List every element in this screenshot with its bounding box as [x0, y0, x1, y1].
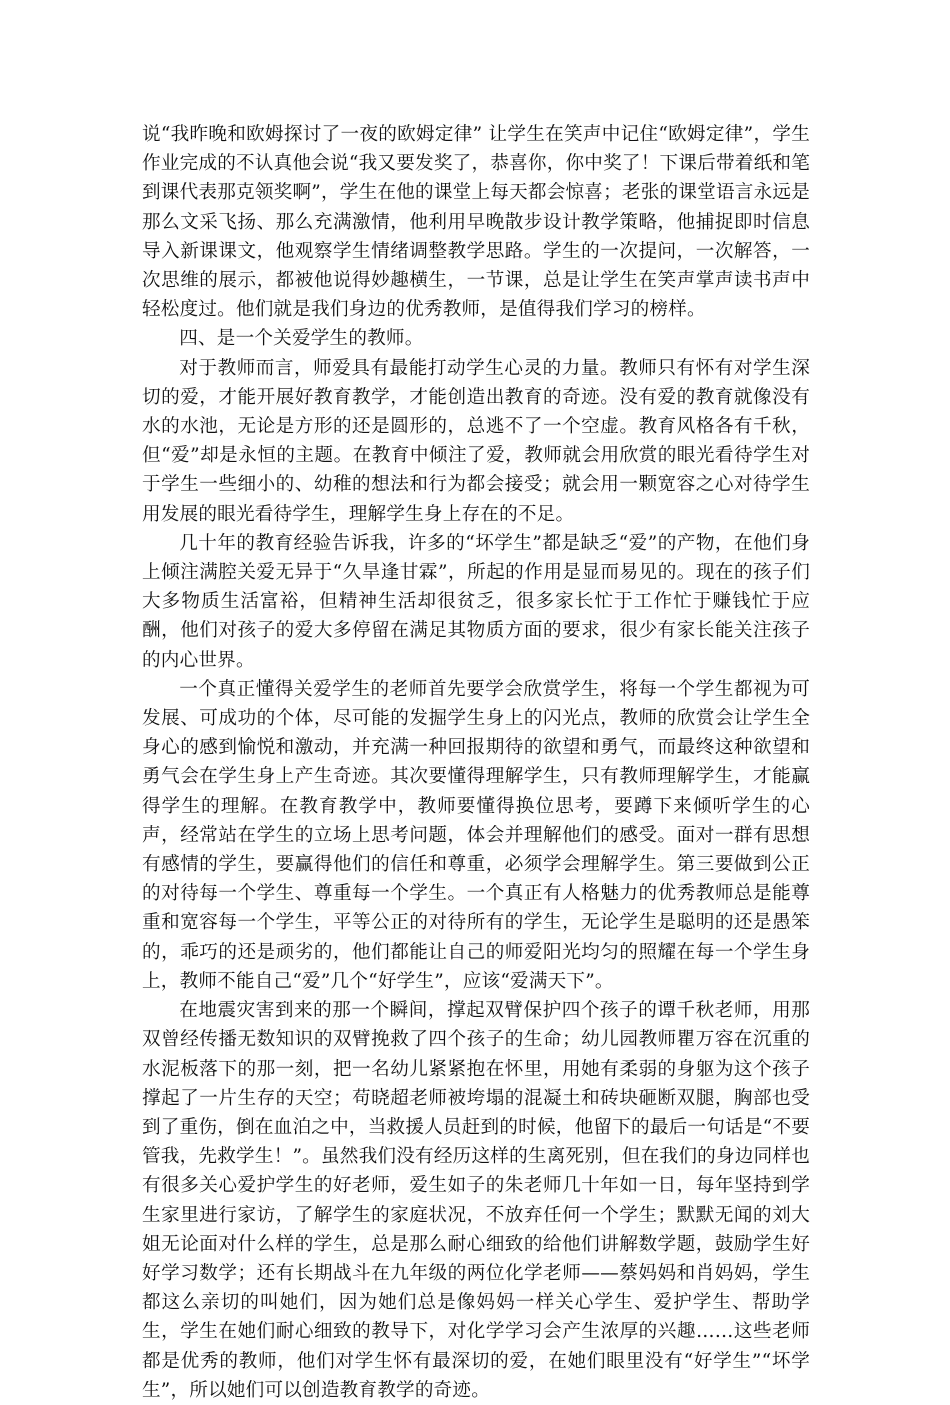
paragraph-continuation: 说“我昨晚和欧姆探讨了一夜的欧姆定律” 让学生在笑声中记住“欧姆定律”，学生作业完成的不认真他会说“我又要发奖了，恭喜你，你中奖了！下课后带着纸和笔到课代表那克领奖啊”，学生在他的课堂上每天都会惊喜；老张的课堂语言永远是那么文采飞扬、那么充满激情，他利用早晚散步设计教学策略，他捕捉即时信息导入新课课文，他观察学生情绪调整教学思路。学生的一次提问，一次解答，一次思维的展示，都被他说得妙趣横生，一节课，总是让学生在笑声掌声读书声中轻松度过。他们就是我们身边的优秀教师，是值得我们学习的榜样。 — [142, 124, 810, 321]
document-body — [142, 120, 810, 1405]
paragraph: 在地震灾害到来的那一个瞬间，撑起双臂保护四个孩子的谭千秋老师，用那双曾经传播无数知识的双臂挽救了四个孩子的生命；幼儿园教师瞿万容在沉重的水泥板落下的那一刻，把一名幼儿紧紧抱在怀里，用她有柔弱的身躯为这个孩子撑起了一片生存的天空；苟晓超老师被垮塌的混凝土和砖块砸断双腿，胸部也受到了重伤，倒在血泊之中，当救援人员赶到的时候，他留下的最后一句话是“不要管我，先救学生！”。虽然我们没有经历这样的生离死别，但在我们的身边同样也有很多关心爱护学生的好老师，爱生如子的朱老师几十年如一日，每年坚持到学生家里进行家访，了解学生的家庭状况，不放弃任何一个学生；默默无闻的刘大姐无论面对什么样的学生，总是那么耐心细致的给他们讲解数学题，鼓励学生好好学习数学；还有长期战斗在九年级的两位化学老师——蔡妈妈和肖妈妈，学生都这么亲切的叫她们，因为她们总是像妈妈一样关心学生、爱护学生、帮助学生，学生在她们耐心细致的教导下，对化学学习会产生浓厚的兴趣……这些老师都是优秀的教师，他们对学生怀有最深切的爱，在她们眼里没有“好学生”“坏学生”，所以她们可以创造教育教学的奇迹。 — [142, 1000, 810, 1401]
paragraph: 一个真正懂得关爱学生的老师首先要学会欣赏学生，将每一个学生都视为可发展、可成功的个体，尽可能的发掘学生身上的闪光点，教师的欣赏会让学生全身心的感到愉悦和激动，并充满一种回报期待的欲望和勇气，而最终这种欲望和勇气会在学生身上产生奇迹。其次要懂得理解学生，只有教师理解学生，才能赢得学生的理解。在教育教学中，教师要懂得换位思考，要蹲下来倾听学生的心声，经常站在学生的立场上思考问题，体会并理解他们的感受。面对一群有思想有感情的学生，要赢得他们的信任和尊重，必须学会理解学生。第三要做到公正的对待每一个学生、尊重每一个学生。一个真正有人格魅力的优秀教师总是能尊重和宽容每一个学生，平等公正的对待所有的学生，无论学生是聪明的还是愚笨的，乖巧的还是顽劣的，他们都能让自己的师爱阳光均匀的照耀在每一个学生身上，教师不能自己“爱”几个“好学生”，应该“爱满天下”。 — [142, 678, 810, 992]
section-heading: 四、是一个关爱学生的教师。 — [179, 328, 424, 350]
paragraph: 对于教师而言，师爱具有最能打动学生心灵的力量。教师只有怀有对学生深切的爱，才能开展好教育教学，才能创造出教育的奇迹。没有爱的教育就像没有水的水池，无论是方形的还是圆形的，总逃不了一个空虚。教育风格各有千秋，但“爱”却是永恒的主题。在教育中倾注了爱，教师就会用欣赏的眼光看待学生对于学生一些细小的、幼稚的想法和行为都会接受；就会用一颗宽容之心对待学生用发展的眼光看待学生，理解学生身上存在的不足。 — [142, 357, 810, 525]
paragraph: 几十年的教育经验告诉我，许多的“坏学生”都是缺乏“爱”的产物，在他们身上倾注满腔关爱无异于“久旱逢甘霖”，所起的作用是显而易见的。现在的孩子们大多物质生活富裕，但精神生活却很贫乏，很多家长忙于工作忙于赚钱忙于应酬，他们对孩子的爱大多停留在满足其物质方面的要求，很少有家长能关注孩子的内心世界。 — [142, 532, 810, 671]
